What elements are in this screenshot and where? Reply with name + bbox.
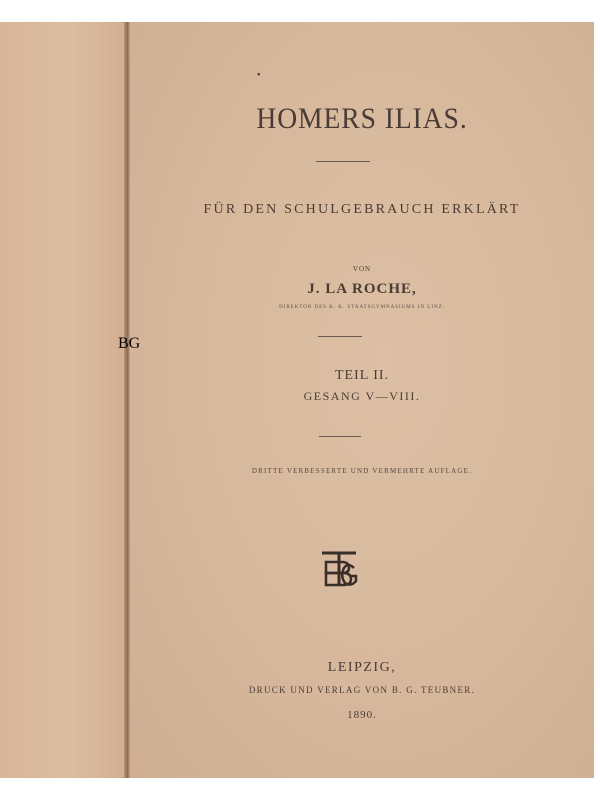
book-subtitle: FÜR DEN SCHULGEBRAUCH ERKLÄRT [203, 202, 521, 217]
author-title: DIREKTOR DES K. K. STAATSGYMNASIUMS IN LINZ. [279, 305, 445, 310]
part-divider [319, 436, 361, 437]
publisher-monogram-icon [118, 335, 360, 590]
left-page-margin [0, 22, 128, 778]
author-divider [318, 336, 362, 337]
volume-part: TEIL II. [334, 368, 390, 383]
title-divider [316, 161, 370, 162]
publisher-mark-text: BG [118, 335, 141, 352]
publisher-line: DRUCK UND VERLAG VON B. G. TEUBNER. [248, 685, 476, 695]
publication-city: LEIPZIG, [327, 660, 397, 675]
canto-range: GESANG V—VIII. [303, 389, 421, 403]
book-title: HOMERS ILIAS. [256, 102, 468, 135]
printer-mark: • [257, 70, 261, 81]
edition-note: DRITTE VERBESSERTE UND VERMEHRTE AUFLAGE. [251, 467, 473, 475]
by-line: VON [352, 265, 372, 273]
author-name: J. LA ROCHE, [307, 281, 417, 297]
publication-year: 1890. [347, 709, 377, 721]
